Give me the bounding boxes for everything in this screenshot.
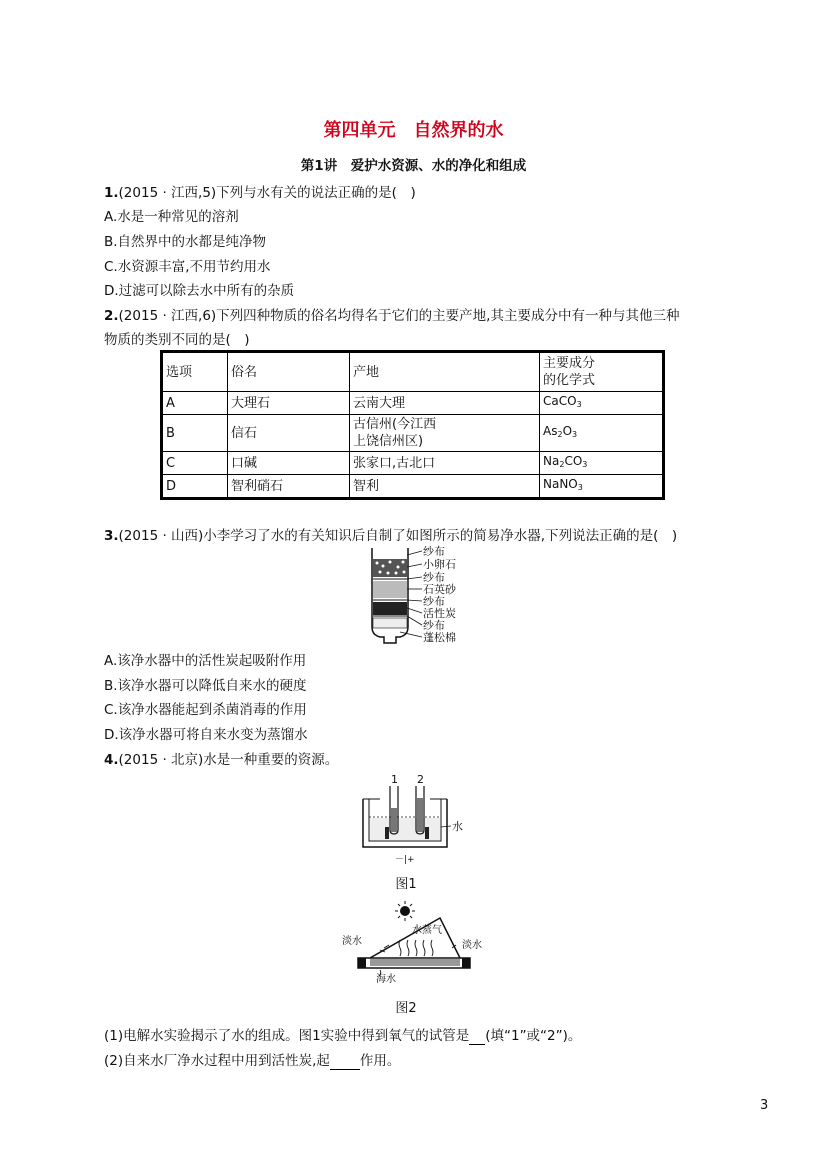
table-cell: B (162, 415, 228, 452)
q1-option-d: D.过滤可以除去水中所有的杂质 (104, 283, 295, 299)
question-number: 1. (104, 185, 119, 201)
tube-1-label: 1 (391, 773, 398, 786)
water-purifier-figure (360, 545, 470, 645)
table-cell: C (162, 452, 228, 475)
table-header-row (162, 352, 664, 392)
electrolysis-figure (355, 772, 475, 868)
label-gauze-3: 纱布 (423, 595, 445, 608)
label-gauze-1: 纱布 (423, 545, 445, 558)
sub2-text-end: 作用。 (359, 1053, 401, 1069)
header-cell: 产地 (350, 352, 540, 392)
formula-cell: NaNO$_3$ (540, 475, 664, 499)
label-pebbles: 小卵石 (423, 558, 456, 571)
tube-2-label: 2 (417, 773, 424, 786)
question-number: 3. (104, 528, 119, 544)
question-text: (2015 · 江西,5)下列与水有关的说法正确的是( ) (118, 185, 416, 201)
answer-blank[interactable] (330, 1053, 360, 1070)
table-cell: 张家口,古北口 (350, 452, 540, 475)
q3-option-b: B.该净水器可以降低自来水的硬度 (104, 678, 307, 694)
table-cell: 信石 (228, 415, 350, 452)
sun-icon (395, 901, 415, 921)
table-cell: 口碱 (228, 452, 350, 475)
table-row (162, 475, 664, 499)
question-text: (2015 · 江西,6)下列四种物质的俗名均得名于它们的主要产地,其主要成分中有一种与其他三种 (118, 308, 680, 324)
label-cotton: 蓬松棉 (423, 631, 456, 644)
question-number: 2. (104, 308, 119, 324)
table-cell: D (162, 475, 228, 499)
label-gauze-4: 纱布 (423, 619, 445, 632)
sub1-text-end: (填“1”或“2”)。 (485, 1028, 582, 1044)
polarity-label: －|+ (395, 855, 415, 865)
q3-option-c: C.该净水器能起到杀菌消毒的作用 (104, 702, 307, 718)
water-vapor-label: 水蒸气 (412, 925, 442, 936)
table-row (162, 415, 664, 452)
question-text: (2015 · 北京)水是一种重要的资源。 (118, 752, 339, 768)
page-title: 第四单元 自然界的水 (323, 120, 504, 141)
q1-option-b: B.自然界中的水都是纯净物 (104, 234, 267, 250)
formula-cell: CaCO$_3$ (540, 392, 664, 415)
question-2-stem-cont: 物质的类别不同的是( ) (104, 332, 250, 348)
page-subtitle: 第1讲 爱护水资源、水的净化和组成 (300, 158, 527, 174)
table-cell: 大理石 (228, 392, 350, 415)
solar-still-figure (340, 900, 490, 992)
table-cell: 古信州(今江西 上饶信州区) (350, 415, 540, 452)
table-row (162, 392, 664, 415)
q1-option-a: A.水是一种常见的溶剂 (104, 209, 239, 225)
fresh-water-left-label: 淡水 (342, 936, 362, 947)
table-cell: 云南大理 (350, 392, 540, 415)
q4-sub2 (104, 1049, 400, 1070)
question-number: 4. (104, 752, 119, 768)
fresh-water-right-label: 淡水 (462, 940, 482, 951)
table-row (162, 452, 664, 475)
water-label: 水 (452, 820, 463, 833)
q3-option-a: A.该净水器中的活性炭起吸附作用 (104, 653, 307, 669)
q1-option-c: C.水资源丰富,不用节约用水 (104, 259, 271, 275)
answer-blank[interactable] (469, 1028, 485, 1045)
figure-1-caption: 图1 (395, 877, 417, 892)
label-quartz-sand: 石英砂 (423, 583, 456, 596)
question-3-stem (104, 524, 677, 544)
seawater-label: 海水 (376, 974, 396, 985)
q3-option-d: D.该净水器可将自来水变为蒸馏水 (104, 727, 308, 743)
sub2-text: (2)自来水厂净水过程中用到活性炭,起 (104, 1053, 330, 1069)
formula-cell: $Na_2CO_3$ (540, 452, 664, 475)
table-cell: A (162, 392, 228, 415)
page-number: 3 (760, 1098, 769, 1113)
question-text: (2015 · 山西)小李学习了水的有关知识后自制了如图所示的简易净水器,下列说法正确的是( ) (118, 528, 678, 544)
question-2-stem (104, 304, 679, 324)
header-cell: 主要成分 的化学式 (540, 352, 664, 392)
question-4-stem (104, 748, 338, 768)
q4-sub1 (104, 1024, 581, 1045)
header-cell: 选项 (162, 352, 228, 392)
header-cell: 俗名 (228, 352, 350, 392)
table-cell: 智利 (350, 475, 540, 499)
sub1-text: (1)电解水实验揭示了水的组成。图1实验中得到氧气的试管是 (104, 1028, 470, 1044)
label-gauze-2: 纱布 (423, 571, 445, 584)
table-cell: 智利硝石 (228, 475, 350, 499)
q2-table (160, 350, 665, 500)
figure-2-caption: 图2 (395, 1001, 417, 1016)
formula-cell: $As_2O_3$ (540, 415, 664, 452)
label-activated-carbon: 活性炭 (423, 607, 456, 620)
question-1-stem (104, 181, 416, 201)
